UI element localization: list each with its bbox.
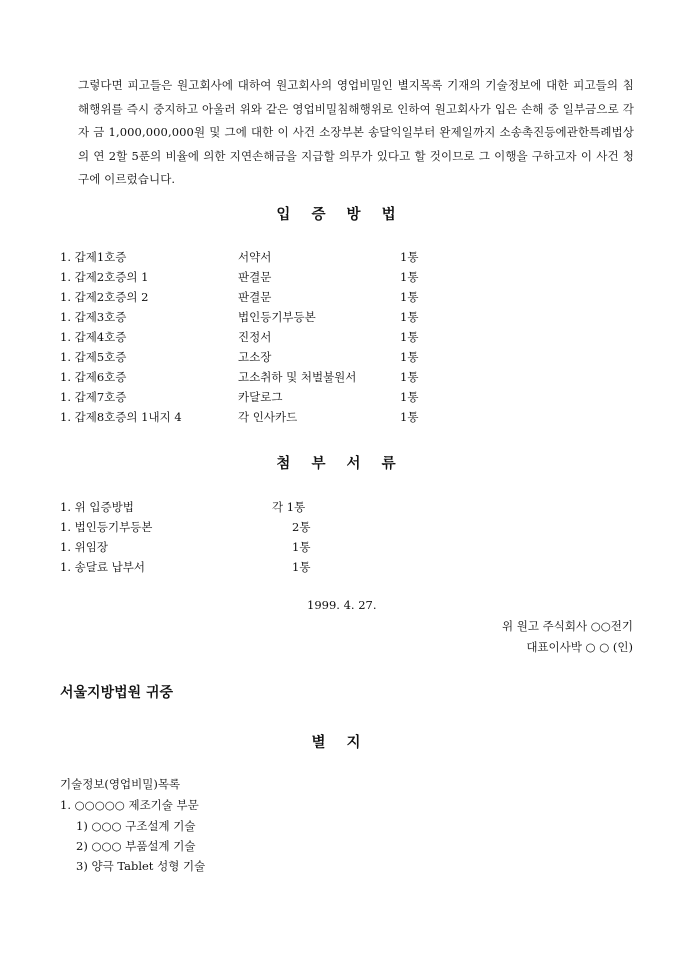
evidence-name: 진정서 <box>238 330 272 344</box>
appendix-item: 1) ○○○ 구조설계 기술 <box>76 819 196 833</box>
evidence-number: 1. 갑제8호증의 1내지 4 <box>60 410 182 424</box>
representative-line: 대표이사박 ○ ○ (인) <box>526 640 633 654</box>
attachment-name: 1. 법인등기부등본 <box>60 520 153 534</box>
evidence-count: 1통 <box>400 330 419 344</box>
evidence-count: 1통 <box>400 290 419 304</box>
appendix-section: 1. ○○○○○ 제조기술 부문 <box>60 798 199 812</box>
evidence-number: 1. 갑제1호증 <box>60 250 127 264</box>
filing-date: 1999. 4. 27. <box>307 598 377 612</box>
evidence-count: 1통 <box>400 350 419 364</box>
evidence-count: 1통 <box>400 250 419 264</box>
evidence-name: 카달로그 <box>238 390 283 404</box>
evidence-number: 1. 갑제7호증 <box>60 390 127 404</box>
appendix-item: 2) ○○○ 부품설계 기술 <box>76 839 196 853</box>
attachment-name: 1. 위임장 <box>60 540 108 554</box>
evidence-name: 고소취하 및 처벌불원서 <box>238 370 357 384</box>
evidence-heading: 입 증 방 법 <box>276 206 404 223</box>
evidence-name: 각 인사카드 <box>238 410 298 424</box>
evidence-count: 1통 <box>400 390 419 404</box>
appendix-list-title: 기술정보(영업비밀)목록 <box>60 777 181 791</box>
evidence-name: 법인등기부등본 <box>238 310 316 324</box>
evidence-count: 1통 <box>400 410 419 424</box>
evidence-number: 1. 갑제4호증 <box>60 330 127 344</box>
attachment-count: 2통 <box>292 520 311 534</box>
evidence-number: 1. 갑제6호증 <box>60 370 127 384</box>
evidence-count: 1통 <box>400 310 419 324</box>
evidence-count: 1통 <box>400 270 419 284</box>
evidence-name: 판결문 <box>238 290 272 304</box>
evidence-name: 고소장 <box>238 350 272 364</box>
attachment-count: 각 1통 <box>272 500 306 514</box>
court-addressee: 서울지방법원 귀중 <box>60 685 174 701</box>
evidence-name: 서약서 <box>238 250 272 264</box>
attachments-heading: 첨 부 서 류 <box>276 455 404 472</box>
evidence-name: 판결문 <box>238 270 272 284</box>
evidence-number: 1. 갑제5호증 <box>60 350 127 364</box>
plaintiff-line: 위 원고 주식회사 ○○전기 <box>501 619 633 633</box>
attachment-name: 1. 송달료 납부서 <box>60 560 145 574</box>
attachment-count: 1통 <box>292 560 311 574</box>
appendix-heading: 별 지 <box>311 734 369 751</box>
evidence-number: 1. 갑제3호증 <box>60 310 127 324</box>
attachment-count: 1통 <box>292 540 311 554</box>
evidence-number: 1. 갑제2호증의 2 <box>60 290 149 304</box>
appendix-item: 3) 양극 Tablet 성형 기술 <box>76 859 206 873</box>
evidence-count: 1통 <box>400 370 419 384</box>
evidence-number: 1. 갑제2호증의 1 <box>60 270 149 284</box>
attachment-name: 1. 위 입증방법 <box>60 500 134 514</box>
intro-paragraph: 그렇다면 피고들은 원고회사에 대하여 원고회사의 영업비밀인 별지목록 기재의 기술정보에 대한 피고들의 침해행위를 즉시 중지하고 아울러 위와 같은 영업비밀침해행위로 인하여 원고회사가 입은 손해 중 일부금으로 각자 금 1,000,000,000원 및 그에 대한 이 사건 소장부본 송달익일부터 완제일까지 소송촉진등에관한특례법상의 연 2할 5푼의 비율에 의한 지연손해금을 지급할 의무가 있다고 할 것이므로 그 이행을 구하고자 이 사건 청구에 이르렀습니다. <box>78 78 634 186</box>
